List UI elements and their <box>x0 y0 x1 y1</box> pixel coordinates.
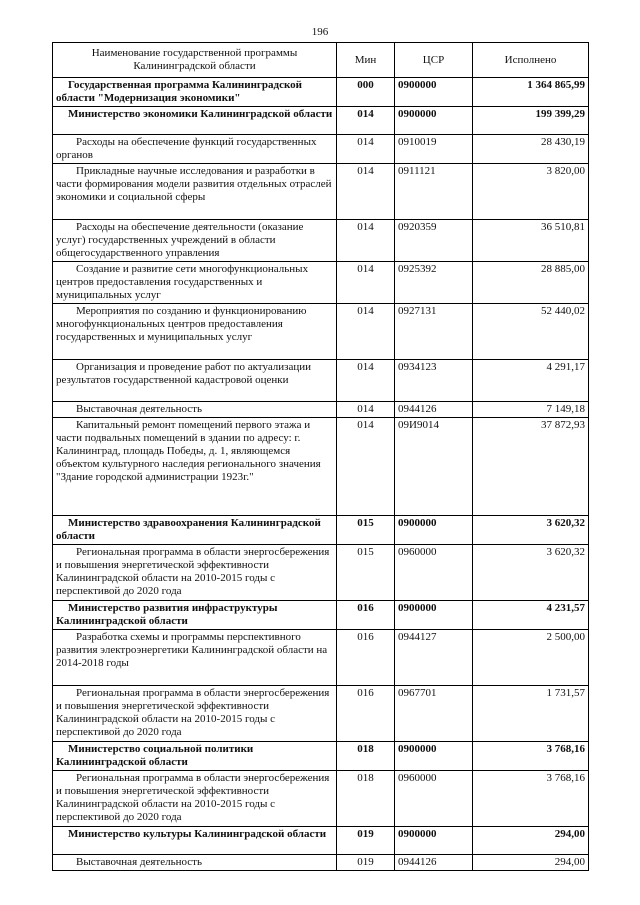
row-program-name: Выставочная деятельность <box>53 855 337 871</box>
table-row <box>53 135 589 164</box>
table-row <box>53 686 589 742</box>
row-program-name: Министерство экономики Калининградской области <box>53 107 337 135</box>
table-row <box>53 360 589 402</box>
row-ministry-code: 014 <box>337 164 395 220</box>
row-program-name: Организация и проведение работ по актуализации результатов государственной кадастровой оценки <box>53 360 337 402</box>
row-executed-amount: 3 768,16 <box>473 771 589 827</box>
row-target-code: 0911121 <box>395 164 473 220</box>
row-executed-amount: 36 510,81 <box>473 220 589 262</box>
row-target-code: 0944126 <box>395 402 473 418</box>
table-row <box>53 164 589 220</box>
row-program-name: Расходы на обеспечение деятельности (оказание услуг) государственных учреждений в области общегосударственного управления <box>53 220 337 262</box>
header-program-name: Наименование государственной программы Калининградской области <box>53 43 337 78</box>
row-executed-amount: 4 231,57 <box>473 601 589 630</box>
row-target-code: 0900000 <box>395 78 473 107</box>
row-executed-amount: 28 430,19 <box>473 135 589 164</box>
row-target-code: 0944126 <box>395 855 473 871</box>
row-program-name: Капитальный ремонт помещений первого этажа и части подвальных помещений в здании по адресу: г. Калининград, площадь Победы, д. 1, являющемся объектом культурного наследия регионального значения "Здание городской администрации 1923г." <box>53 418 337 516</box>
row-executed-amount: 2 500,00 <box>473 630 589 686</box>
table-row <box>53 262 589 304</box>
row-executed-amount: 28 885,00 <box>473 262 589 304</box>
page-number: 196 <box>311 26 329 38</box>
header-executed-amount: Исполнено <box>473 43 589 78</box>
row-target-code: 0900000 <box>395 827 473 855</box>
header-target-code: ЦСР <box>395 43 473 78</box>
table-header-row <box>53 43 589 78</box>
row-ministry-code: 016 <box>337 630 395 686</box>
row-executed-amount: 199 399,29 <box>473 107 589 135</box>
row-executed-amount: 3 820,00 <box>473 164 589 220</box>
row-ministry-code: 015 <box>337 516 395 545</box>
row-program-name: Прикладные научные исследования и разработки в части формирования модели развития отдельных отраслей экономики и социальной сферы <box>53 164 337 220</box>
table-row <box>53 601 589 630</box>
row-ministry-code: 018 <box>337 742 395 771</box>
row-executed-amount: 7 149,18 <box>473 402 589 418</box>
table-row <box>53 304 589 360</box>
row-target-code: 0927131 <box>395 304 473 360</box>
row-executed-amount: 3 620,32 <box>473 516 589 545</box>
row-ministry-code: 014 <box>337 418 395 516</box>
row-target-code: 0900000 <box>395 742 473 771</box>
budget-table <box>52 42 589 871</box>
header-ministry-code: Мин <box>337 43 395 78</box>
row-target-code: 0967701 <box>395 686 473 742</box>
table-row <box>53 827 589 855</box>
table-row <box>53 630 589 686</box>
row-target-code: 0925392 <box>395 262 473 304</box>
row-executed-amount: 3 620,32 <box>473 545 589 601</box>
row-program-name: Выставочная деятельность <box>53 402 337 418</box>
table-row <box>53 402 589 418</box>
table-row <box>53 742 589 771</box>
row-target-code: 0900000 <box>395 516 473 545</box>
row-target-code: 0900000 <box>395 107 473 135</box>
table-row <box>53 545 589 601</box>
row-target-code: 0944127 <box>395 630 473 686</box>
row-executed-amount: 3 768,16 <box>473 742 589 771</box>
row-ministry-code: 014 <box>337 402 395 418</box>
row-ministry-code: 014 <box>337 360 395 402</box>
row-target-code: 0960000 <box>395 771 473 827</box>
table-row <box>53 771 589 827</box>
row-program-name: Региональная программа в области энергосбережения и повышения энергетической эффективности Калининградской области на 2010-2015 годы с перспективой до 2020 года <box>53 771 337 827</box>
row-ministry-code: 000 <box>337 78 395 107</box>
row-executed-amount: 52 440,02 <box>473 304 589 360</box>
table-row <box>53 516 589 545</box>
row-program-name: Региональная программа в области энергосбережения и повышения энергетической эффективности Калининградской области на 2010-2015 годы с перспективой до 2020 года <box>53 545 337 601</box>
row-target-code: 0910019 <box>395 135 473 164</box>
row-target-code: 0900000 <box>395 601 473 630</box>
row-ministry-code: 019 <box>337 827 395 855</box>
row-ministry-code: 014 <box>337 107 395 135</box>
row-ministry-code: 014 <box>337 220 395 262</box>
row-ministry-code: 015 <box>337 545 395 601</box>
row-ministry-code: 016 <box>337 686 395 742</box>
row-program-name: Региональная программа в области энергосбережения и повышения энергетической эффективности Калининградской области на 2010-2015 годы с перспективой до 2020 года <box>53 686 337 742</box>
row-ministry-code: 014 <box>337 304 395 360</box>
table-row <box>53 418 589 516</box>
row-ministry-code: 016 <box>337 601 395 630</box>
row-program-name: Расходы на обеспечение функций государственных органов <box>53 135 337 164</box>
row-program-name: Министерство социальной политики Калининградской области <box>53 742 337 771</box>
row-target-code: 09И9014 <box>395 418 473 516</box>
row-target-code: 0920359 <box>395 220 473 262</box>
table-row <box>53 855 589 871</box>
row-ministry-code: 019 <box>337 855 395 871</box>
row-ministry-code: 014 <box>337 262 395 304</box>
table-row <box>53 78 589 107</box>
row-target-code: 0960000 <box>395 545 473 601</box>
table-row <box>53 220 589 262</box>
row-program-name: Министерство культуры Калининградской области <box>53 827 337 855</box>
row-program-name: Министерство здравоохранения Калининградской области <box>53 516 337 545</box>
table-row <box>53 107 589 135</box>
row-target-code: 0934123 <box>395 360 473 402</box>
row-executed-amount: 4 291,17 <box>473 360 589 402</box>
row-program-name: Создание и развитие сети многофункциональных центров предоставления государственных и муниципальных услуг <box>53 262 337 304</box>
row-executed-amount: 1 364 865,99 <box>473 78 589 107</box>
row-program-name: Мероприятия по созданию и функционированию многофункциональных центров предоставления государственных и муниципальных услуг <box>53 304 337 360</box>
row-program-name: Министерство развития инфраструктуры Калининградской области <box>53 601 337 630</box>
row-executed-amount: 37 872,93 <box>473 418 589 516</box>
row-ministry-code: 018 <box>337 771 395 827</box>
row-executed-amount: 294,00 <box>473 827 589 855</box>
row-executed-amount: 1 731,57 <box>473 686 589 742</box>
row-program-name: Разработка схемы и программы перспективного развития электроэнергетики Калининградской области на 2014-2018 годы <box>53 630 337 686</box>
row-executed-amount: 294,00 <box>473 855 589 871</box>
row-program-name: Государственная программа Калининградской области "Модернизация экономики" <box>53 78 337 107</box>
row-ministry-code: 014 <box>337 135 395 164</box>
